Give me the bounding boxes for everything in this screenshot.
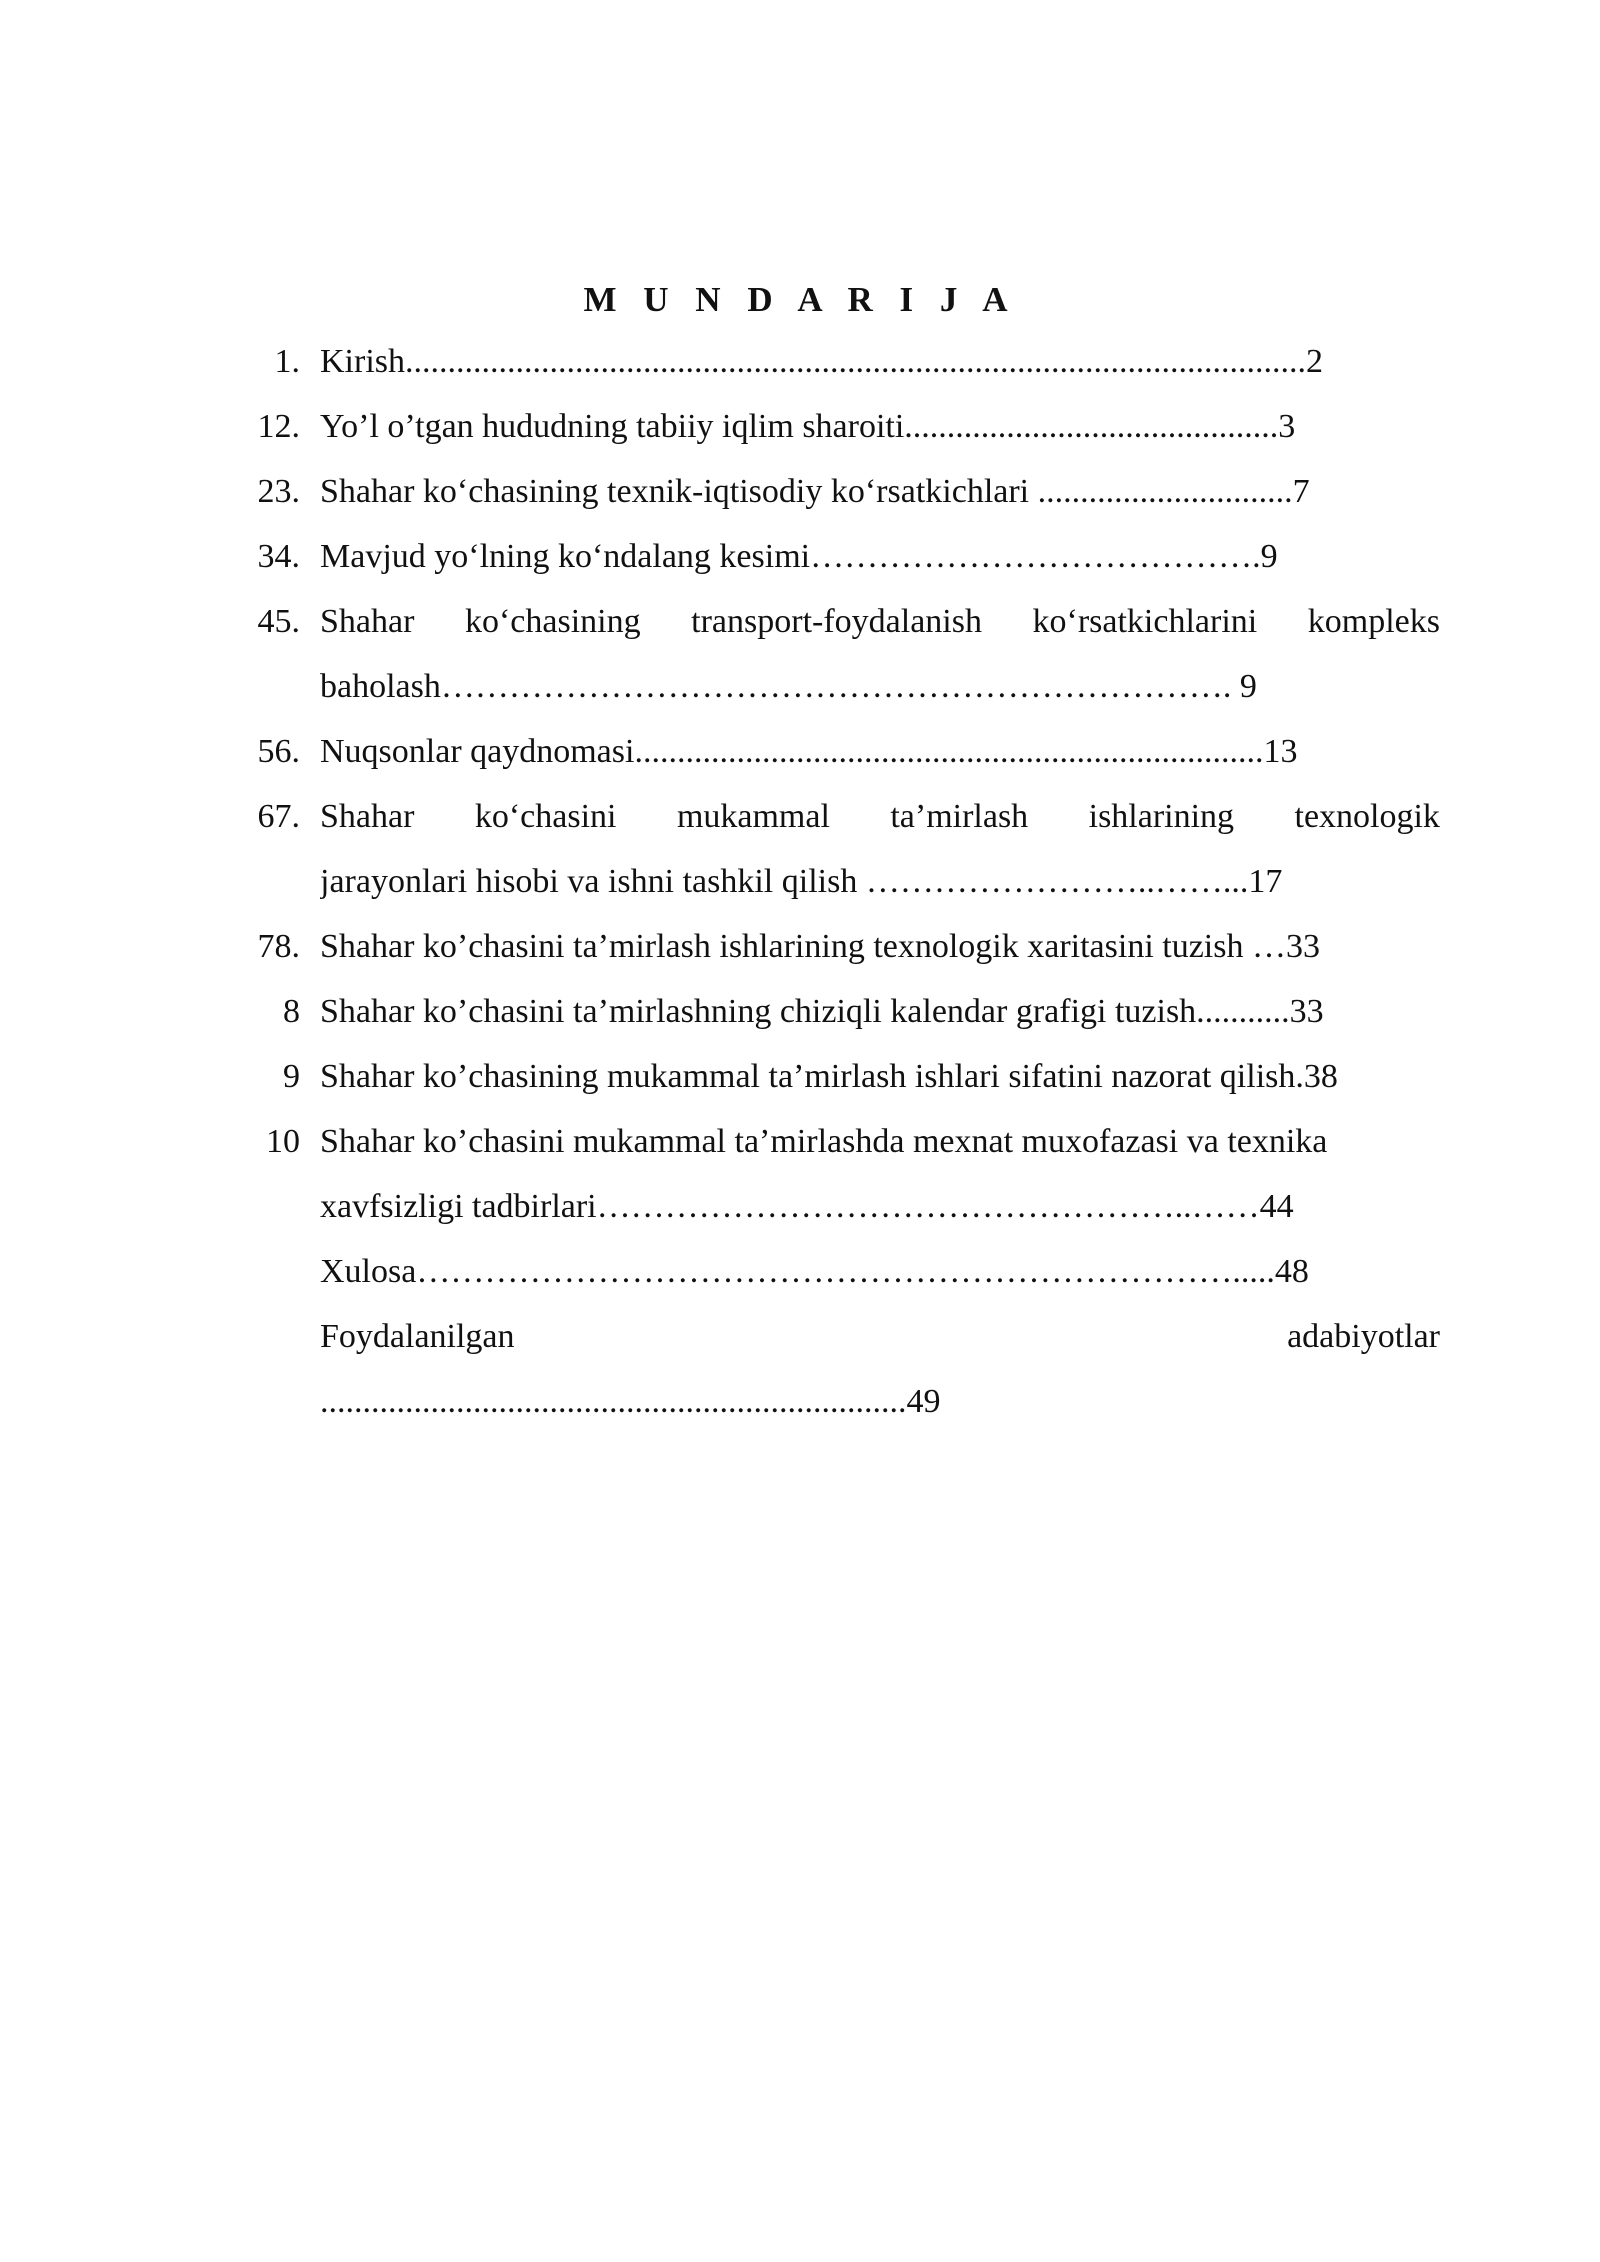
toc-entry-text: Mavjud yo‘lning ko‘ndalang kesimi………………………………….9 xyxy=(320,538,1278,575)
toc-entry-text: Xulosa……………………………………………………………….....48 xyxy=(320,1253,1309,1290)
toc-entry-number: 56. xyxy=(257,733,300,770)
toc-entry-word: Foydalanilgan xyxy=(320,1318,515,1355)
toc-entry-number: 10 xyxy=(266,1123,300,1160)
toc-entry-text: Yo’l o’tgan hududning tabiiy iqlim sharoiti............................................3 xyxy=(320,408,1296,445)
toc-entry-word: mukammal xyxy=(676,798,830,835)
toc-entry-word: transport-foydalanish xyxy=(691,603,982,640)
toc-entry-number: 67. xyxy=(257,798,300,835)
toc-entry-word: ta’mirlash xyxy=(890,798,1029,835)
toc-entry-text: Shahar ko’chasini ta’mirlash ishlarining texnologik xaritasini tuzish …33 xyxy=(320,928,1320,965)
toc-entry-text: Nuqsonlar qaydnomasi..........................................................................13 xyxy=(320,733,1298,770)
toc-entry-word: Shahar xyxy=(320,603,415,640)
toc-entry-number: 12. xyxy=(257,408,300,445)
toc-entry-word: Shahar xyxy=(320,798,415,835)
toc-entry-word: adabiyotlar xyxy=(1287,1318,1440,1355)
toc-entry-text: Kirish..........................................................................................................2 xyxy=(320,343,1323,380)
toc-entry-number: 8 xyxy=(283,993,300,1030)
toc-entry-number: 9 xyxy=(283,1058,300,1095)
toc-entry-word: ko‘rsatkichlarini xyxy=(1032,603,1258,640)
toc-entry-text: Shahar ko’chasining mukammal ta’mirlash ishlari sifatini nazorat qilish.38 xyxy=(320,1058,1338,1095)
toc-entry-text: Shahar ko‘chasining texnik-iqtisodiy ko‘rsatkichlari ..............................7 xyxy=(320,473,1310,510)
toc-entry-text xyxy=(320,1315,1440,1359)
toc-entry-text: baholash……………………………………………………………. 9 xyxy=(320,668,1257,705)
toc-entry-word: kompleks xyxy=(1307,603,1440,640)
toc-entry-text: Shahar ko’chasini mukammal ta’mirlashda mexnat muxofazasi va texnika xyxy=(320,1123,1328,1160)
toc-entry-text: Shahar ko’chasini ta’mirlashning chiziqli kalendar grafigi tuzish...........33 xyxy=(320,993,1324,1030)
toc-entry-text: jarayonlari hisobi va ishni tashkil qilish ……………………..……...17 xyxy=(320,863,1283,900)
toc-entry-text xyxy=(320,795,1440,839)
toc-entry-word: ko‘chasini xyxy=(474,798,617,835)
page-title: M U N D A R I J A xyxy=(583,280,1017,319)
toc-entry-text: .....................................................................49 xyxy=(320,1383,941,1420)
toc-entry-number: 23. xyxy=(257,473,300,510)
toc-entry-number: 78. xyxy=(257,928,300,965)
toc-entry-number: 34. xyxy=(257,538,300,575)
toc-entry-number: 1. xyxy=(274,343,300,380)
toc-entry-number: 45. xyxy=(257,603,300,640)
toc-entry-text: xavfsizligi tadbirlari……………………………………………..……44 xyxy=(320,1188,1294,1225)
toc-entry-word: ishlarining xyxy=(1088,798,1235,835)
toc-entry-text xyxy=(320,600,1440,644)
toc-entry-word: ko‘chasining xyxy=(464,603,641,640)
toc-entry-word: texnologik xyxy=(1294,798,1440,835)
